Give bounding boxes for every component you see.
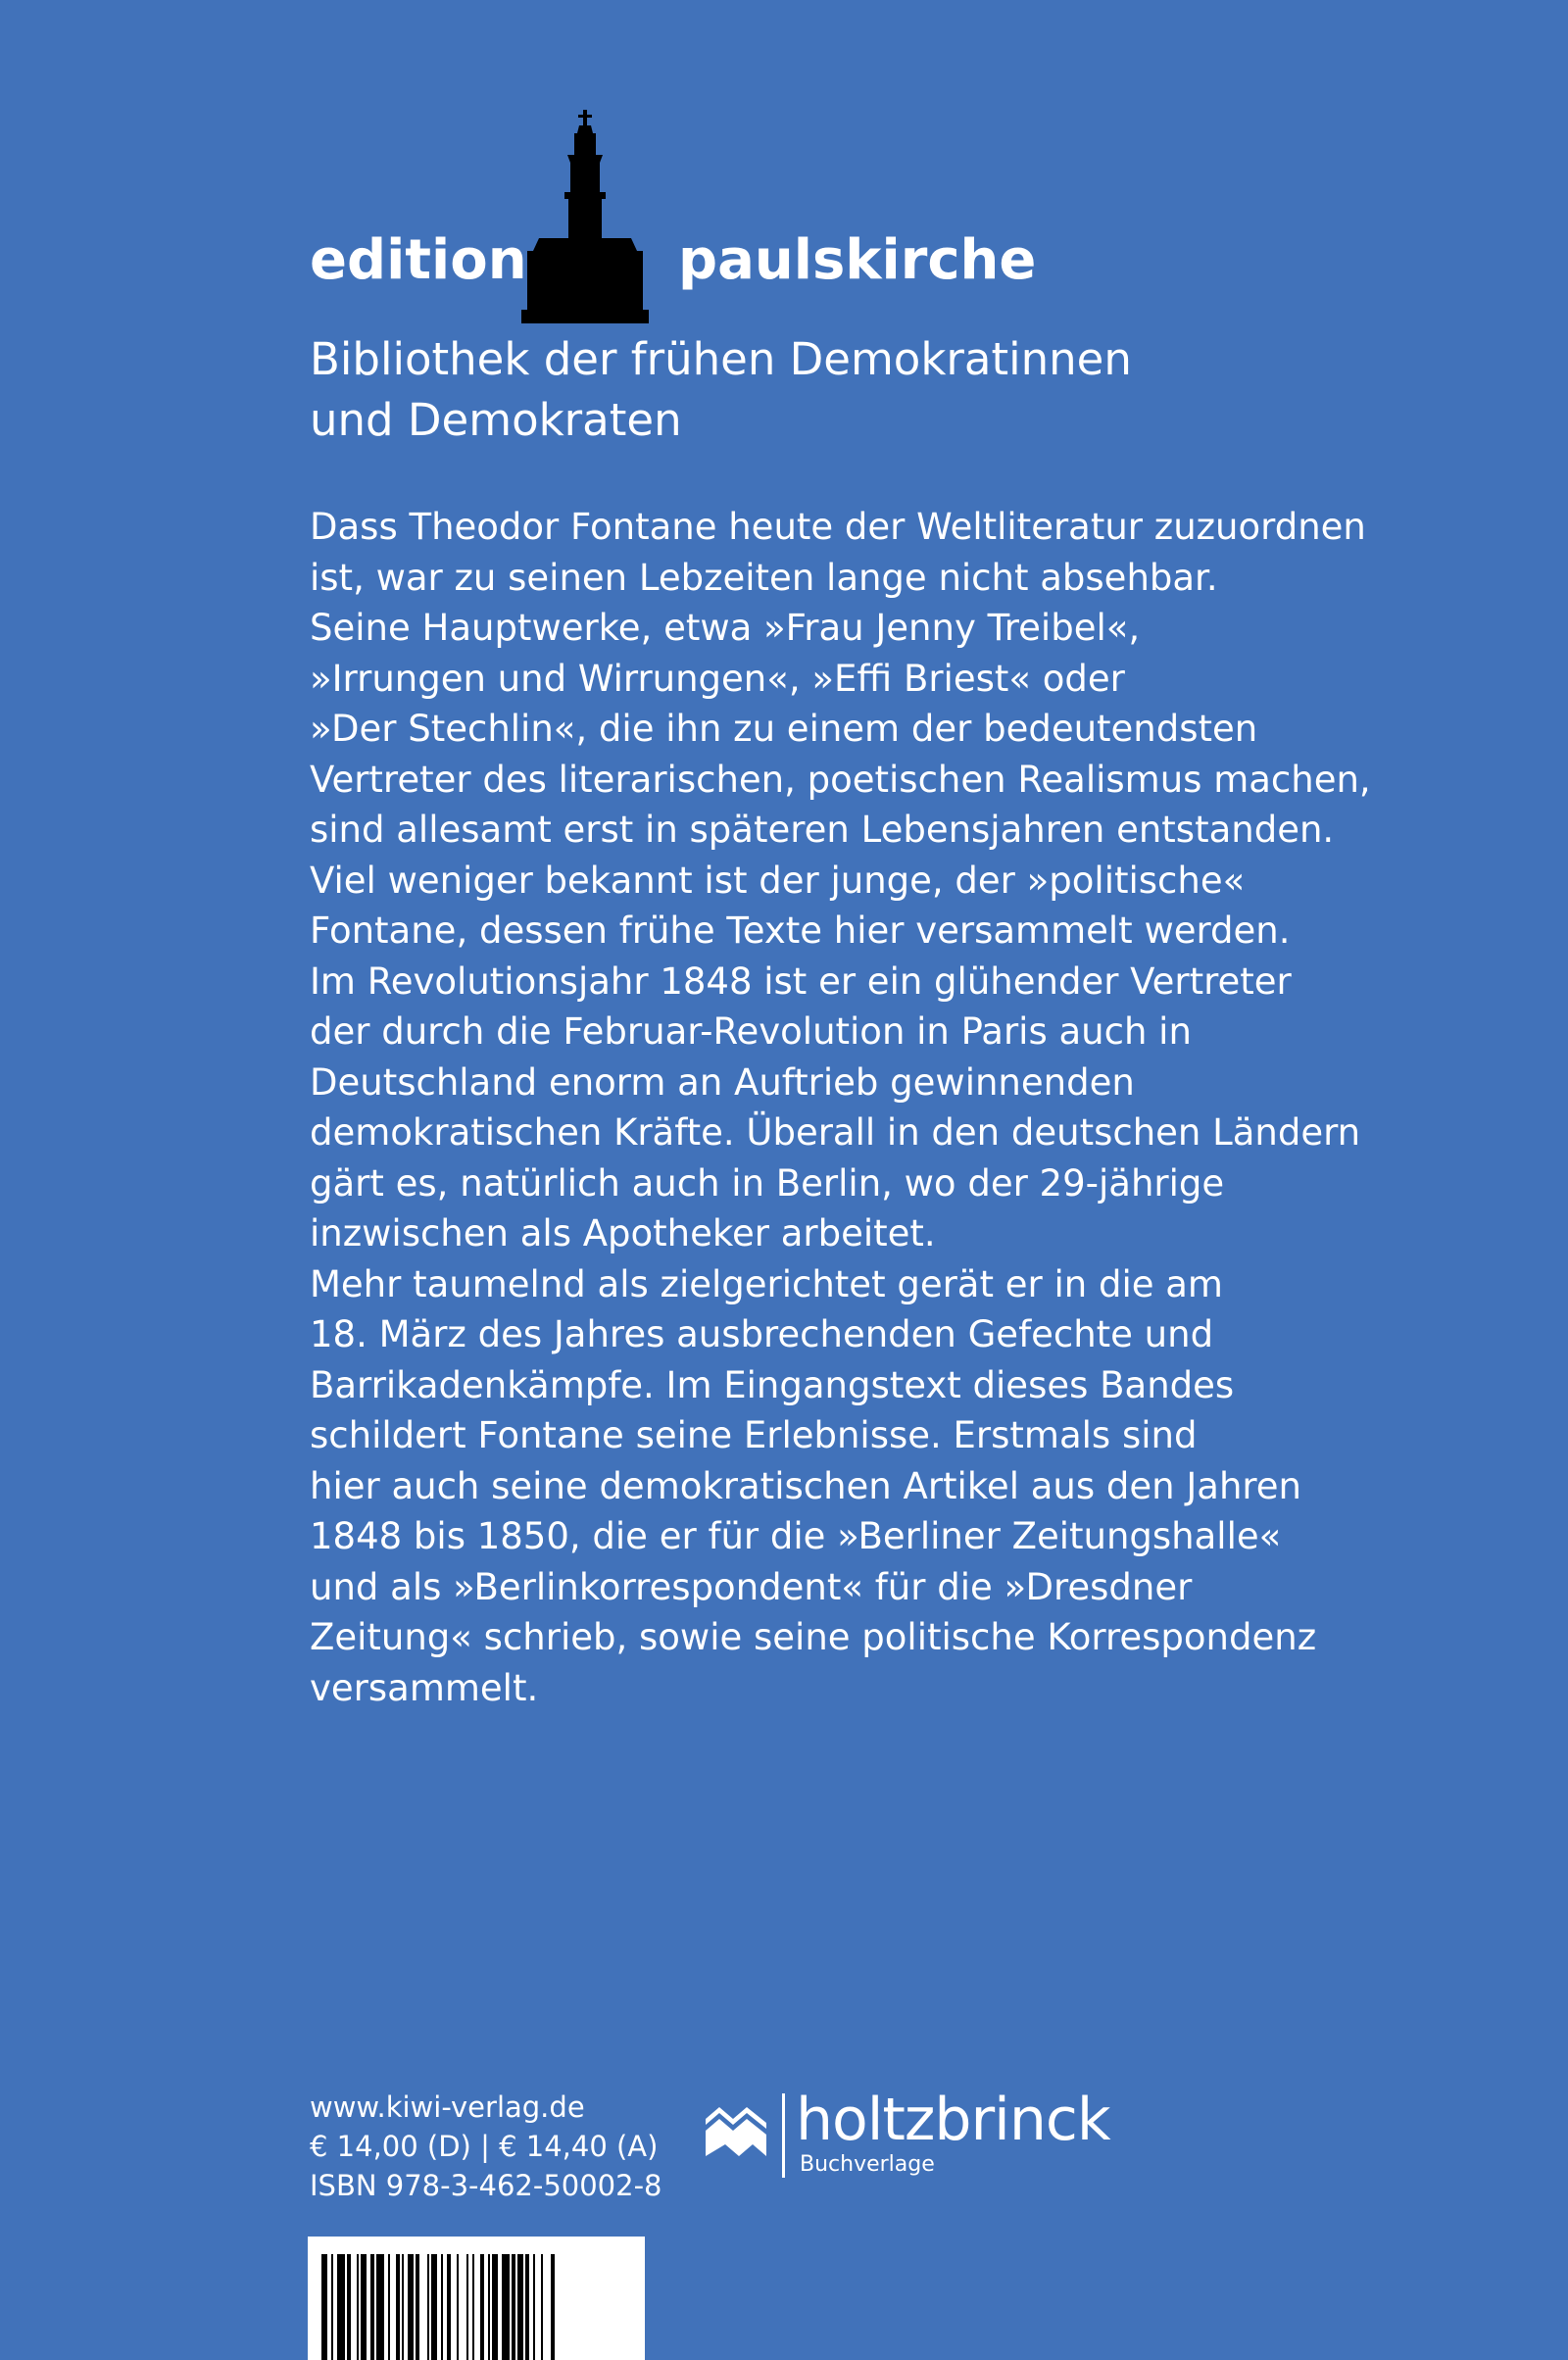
church-tower-icon xyxy=(521,110,649,323)
publisher-divider xyxy=(782,2093,785,2178)
blurb-line: hier auch seine demokratischen Artikel aus den Jahren xyxy=(310,1464,1302,1507)
blurb-line: »Der Stechlin«, die ihn zu einem der bedeutendsten xyxy=(310,708,1258,750)
barcode-icon xyxy=(321,2254,631,2360)
blurb-line: Im Revolutionsjahr 1848 ist er ein glühender Vertreter xyxy=(310,959,1292,1003)
publisher-subname: Buchverlage xyxy=(800,2152,935,2177)
blurb-line: ist, war zu seinen Lebzeiten lange nicht absehbar. xyxy=(310,556,1218,599)
publisher-name: holtzbrinck xyxy=(796,2086,1110,2154)
blurb-line: sind allesamt erst in späteren Lebensjahren entstanden. xyxy=(310,809,1335,851)
subtitle-line: Bibliothek der frühen Demokratinnen xyxy=(310,333,1132,385)
book-blurb xyxy=(310,502,1388,1713)
blurb-line: gärt es, natürlich auch in Berlin, wo der 29-jährige xyxy=(310,1161,1225,1205)
blurb-line: 18. März des Jahres ausbrechenden Gefechte und xyxy=(310,1313,1214,1355)
blurb-line: schildert Fontane seine Erlebnisse. Erstmals sind xyxy=(310,1414,1198,1456)
book-isbn: ISBN 978-3-462-50002-8 xyxy=(310,2169,662,2202)
blurb-line: Barrikadenkämpfe. Im Eingangstext dieses Bandes xyxy=(310,1363,1235,1406)
blurb-line: versammelt. xyxy=(310,1666,539,1709)
blurb-line: Zeitung« schrieb, sowie seine politische Korrespondenz xyxy=(310,1616,1317,1658)
blurb-line: Mehr taumelnd als zielgerichtet gerät er in die am xyxy=(310,1262,1223,1305)
blurb-line: Deutschland enorm an Auftrieb gewinnenden xyxy=(310,1060,1135,1104)
blurb-line: Viel weniger bekannt ist der junge, der »politische« xyxy=(310,859,1246,902)
series-subtitle xyxy=(310,329,1290,451)
book-price: € 14,00 (D) | € 14,40 (A) xyxy=(310,2130,659,2163)
blurb-line: und als »Berlinkorrespondent« für die »Dresdner xyxy=(310,1565,1193,1608)
blurb-line: demokratischen Kräfte. Überall in den deutschen Ländern xyxy=(310,1111,1361,1154)
book-info xyxy=(310,2088,662,2205)
blurb-line: inzwischen als Apotheker arbeitet. xyxy=(310,1212,936,1254)
blurb-line: Vertreter des literarischen, poetischen Realismus machen, xyxy=(310,758,1371,801)
blurb-line: der durch die Februar-Revolution in Paris auch in xyxy=(310,1010,1192,1053)
subtitle-line: und Demokraten xyxy=(310,394,682,446)
blurb-line: Fontane, dessen frühe Texte hier versammelt werden. xyxy=(310,910,1291,952)
holtzbrinck-mark-icon xyxy=(706,2105,766,2156)
logo-word-paulskirche: paulskirche xyxy=(678,228,1037,292)
logo-word-edition: edition xyxy=(310,228,527,292)
publisher-logo xyxy=(706,2086,1127,2180)
blurb-line: Seine Hauptwerke, etwa »Frau Jenny Treibel«, xyxy=(310,607,1141,649)
barcode xyxy=(308,2237,645,2360)
blurb-line: »Irrungen und Wirrungen«, »Effi Briest« oder xyxy=(310,657,1125,700)
blurb-line: Dass Theodor Fontane heute der Weltliteratur zuzuordnen xyxy=(310,506,1366,548)
blurb-line: 1848 bis 1850, die er für die »Berliner Zeitungshalle« xyxy=(310,1515,1282,1557)
publisher-website: www.kiwi-verlag.de xyxy=(310,2090,585,2124)
